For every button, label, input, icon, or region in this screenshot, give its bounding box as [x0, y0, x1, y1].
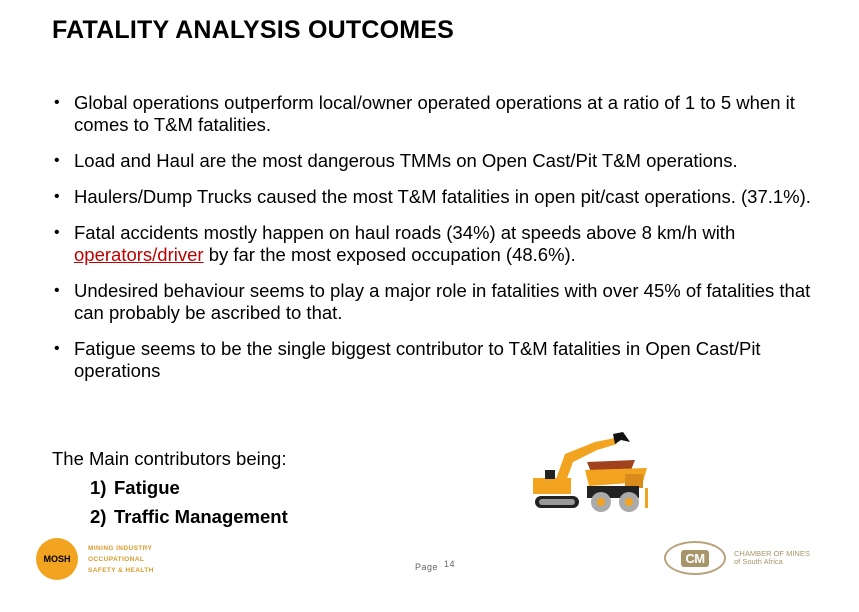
- chamber-of-mines-logo: [664, 541, 810, 575]
- com-text: CHAMBER OF MINES of South Africa: [734, 549, 810, 566]
- contributor-item: 1) Fatigue: [90, 477, 180, 498]
- bullet-item: • Undesired behaviour seems to play a major role in fatalities with over 45% of fatalities that can probably be ascribed to that.: [52, 280, 822, 324]
- bullet-item: • Fatigue seems to be the single biggest contributor to T&M fatalities in Open Cast/Pit operations: [52, 338, 822, 382]
- bullet-item: • Load and Haul are the most dangerous TMMs on Open Cast/Pit T&M operations.: [52, 150, 822, 172]
- mosh-badge: MOSH: [36, 538, 78, 580]
- contributors-heading: The Main contributors being:: [52, 448, 287, 469]
- bullet-item: • Fatal accidents mostly happen on haul roads (34%) at speeds above 8 km/h with operators/driver by far the most exposed occupation (48.6%).: [52, 222, 822, 266]
- contributors-block: [52, 444, 288, 531]
- bullet-item: • Global operations outperform local/owner operated operations at a ratio of 1 to 5 when it comes to T&M fatalities.: [52, 92, 822, 136]
- excavator-truck-icon: [525, 432, 660, 522]
- mosh-logo: [36, 538, 154, 580]
- com-emblem: CM: [664, 541, 726, 575]
- bullet-item: • Haulers/Dump Trucks caused the most T&M fatalities in open pit/cast operations. (37.1%).: [52, 186, 822, 208]
- page-number: Page 14: [415, 559, 456, 572]
- contributor-item: 2) Traffic Management: [90, 506, 288, 527]
- bullet-list: [52, 92, 822, 396]
- mosh-text: MINING INDUSTRY OCCUPATIONAL SAFETY & HEALTH: [88, 544, 154, 574]
- operators-driver-link[interactable]: operators/driver: [74, 244, 204, 265]
- slide-title: FATALITY ANALYSIS OUTCOMES: [52, 16, 454, 44]
